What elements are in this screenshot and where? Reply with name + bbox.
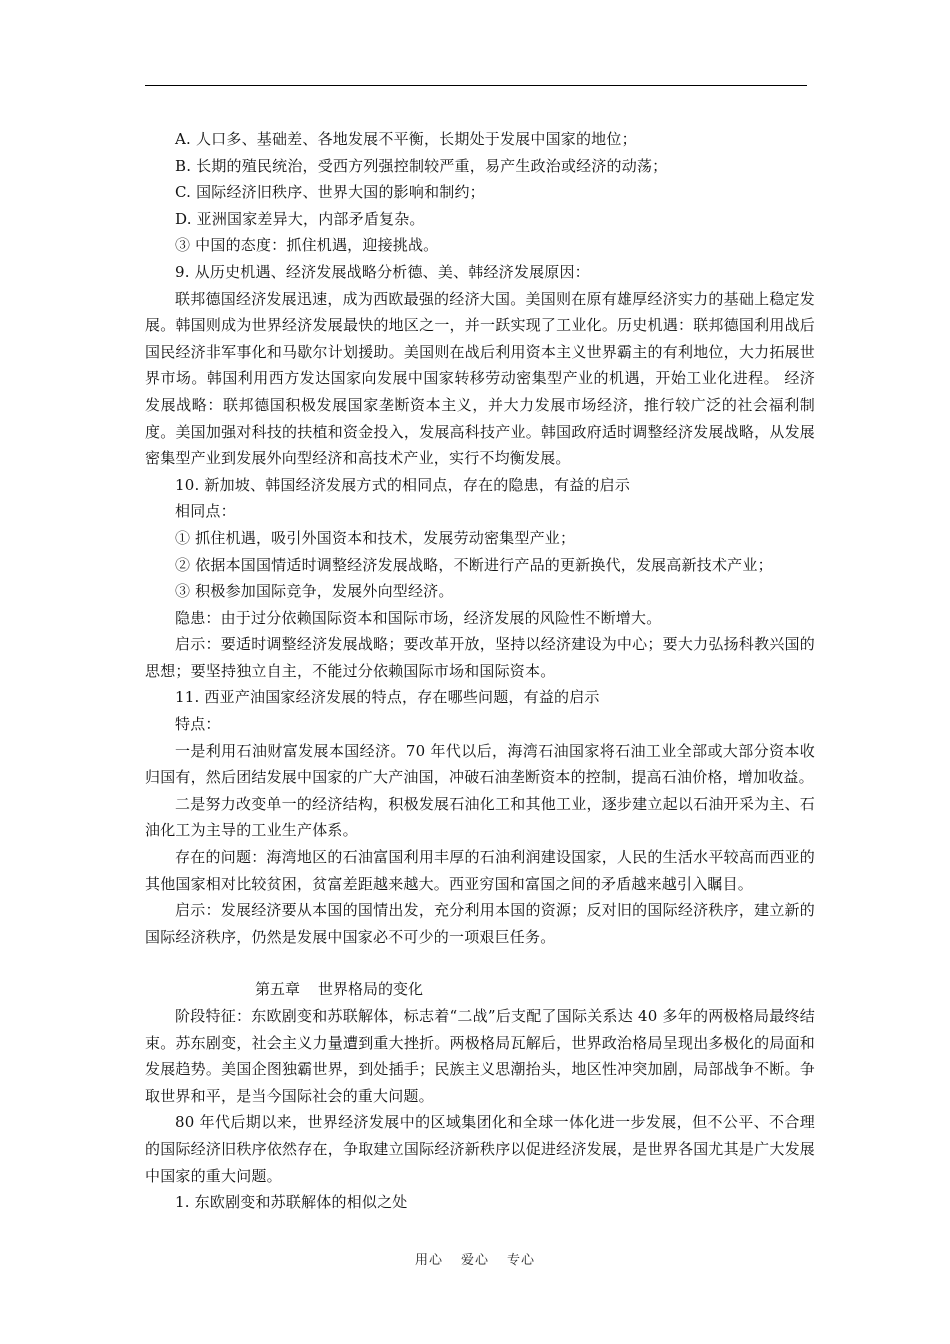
paragraph: 相同点：	[175, 502, 236, 521]
paragraph: 启示：发展经济要从本国的国情出发，充分利用本国的资源；反对旧的国际经济秩序，建立新的国际经济秩序，仍然是发展中国家必不可少的一项艰巨任务。	[145, 901, 815, 946]
question-heading: 11. 西亚产油国家经济发展的特点，存在哪些问题，有益的启示	[175, 688, 600, 707]
paragraph: ③ 中国的态度：抓住机遇，迎接挑战。	[175, 236, 439, 255]
question-heading: 9. 从历史机遇、经济发展战略分析德、美、韩经济发展原因：	[175, 262, 590, 281]
paragraph: 联邦德国经济发展迅速，成为西欧最强的经济大国。美国则在原有雄厚经济实力的基础上稳定发展。韩国则成为世界经济发展最快的地区之一，并一跃实现了工业化。历史机遇：联邦德国利用战后国民经济非军事化和马歇尔计划援助。美国则在战后利用资本主义世界霸主的有利地位，大力拓展世界市场。韩国利用西方发达国家向发展中国家转移劳动密集型产业的机遇，开始工业化进程。 经济发展战略：联邦德国积极发展国家垄断资本主义，并大力发展市场经济，推行较广泛的社会福利制度。美国加强对科技的扶植和资金投入，发展高科技产业。韩国政府适时调整经济发展战略，从发展密集型产业到发展外向型经济和高技术产业，实行不均衡发展。	[145, 289, 815, 468]
chapter-number: 第五章	[255, 980, 301, 999]
paragraph: 二是努力改变单一的经济结构，积极发展石油化工和其他工业，逐步建立起以石油开采为主、石油化工为主导的工业生产体系。	[145, 794, 815, 840]
chapter-heading	[145, 976, 815, 1003]
paragraph: ② 依据本国国情适时调整经济发展战略，不断进行产品的更新换代，发展高新技术产业；	[175, 555, 773, 574]
question-heading: 10. 新加坡、韩国经济发展方式的相同点，存在的隐患，有益的启示	[175, 475, 631, 494]
chapter-title: 世界格局的变化	[318, 980, 424, 999]
paragraph: 特点：	[175, 715, 221, 734]
paragraph: 80 年代后期以来，世界经济发展中的区域集团化和全球一体化进一步发展，但不公平、不合理的国际经济旧秩序依然存在，争取建立国际经济新秩序以促进经济发展，是世界各国尤其是广大发展中国家的重大问题。	[145, 1113, 815, 1185]
footer-word: 爱心	[460, 1253, 489, 1268]
page-body	[145, 126, 815, 1216]
footer-word: 专心	[507, 1253, 536, 1268]
paragraph: 隐患：由于过分依赖国际资本和国际市场，经济发展的风险性不断增大。	[175, 608, 662, 627]
paragraph: 存在的问题：海湾地区的石油富国利用丰厚的石油利润建设国家，人民的生活水平较高而西亚的其他国家相对比较贫困，贫富差距越来越大。西亚穷国和富国之间的矛盾越来越引入瞩目。	[145, 848, 815, 893]
paragraph: ③ 积极参加国际竞争，发展外向型经济。	[175, 582, 454, 601]
paragraph: C. 国际经济旧秩序、世界大国的影响和制约；	[175, 183, 485, 202]
paragraph: 启示：要适时调整经济发展战略；要改革开放，坚持以经济建设为中心；要大力弘扬科教兴国的思想；要坚持独立自主，不能过分依赖国际市场和国际资本。	[145, 635, 815, 680]
section-gap	[145, 950, 815, 976]
paragraph: ① 抓住机遇，吸引外国资本和技术，发展劳动密集型产业；	[175, 528, 576, 547]
header-rule	[145, 85, 807, 86]
page-footer	[0, 1249, 950, 1268]
footer-word: 用心	[414, 1253, 443, 1268]
paragraph: A. 人口多、基础差、各地发展不平衡，长期处于发展中国家的地位；	[175, 130, 637, 148]
paragraph: 阶段特征：东欧剧变和苏联解体，标志着“二战”后支配了国际关系达 40 多年的两极格局最终结束。苏东剧变，社会主义力量遭到重大挫折。两极格局瓦解后，世界政治格局呈现出多极化的局面和发展趋势。美国企图独霸世界，到处插手；民族主义思潮抬头，地区性冲突加剧，局部战争不断。争取世界和平，是当今国际社会的重大问题。	[145, 1007, 815, 1105]
paragraph: 一是利用石油财富发展本国经济。70 年代以后，海湾石油国家将石油工业全部或大部分资本收归国有，然后团结发展中国家的广大产油国，冲破石油垄断资本的控制，提高石油价格，增加收益。	[145, 741, 815, 787]
paragraph: D. 亚洲国家差异大，内部矛盾复杂。	[175, 209, 425, 228]
question-heading: 1. 东欧剧变和苏联解体的相似之处	[175, 1193, 408, 1212]
paragraph: B. 长期的殖民统治，受西方列强控制较严重，易产生政治或经济的动荡；	[175, 156, 668, 175]
